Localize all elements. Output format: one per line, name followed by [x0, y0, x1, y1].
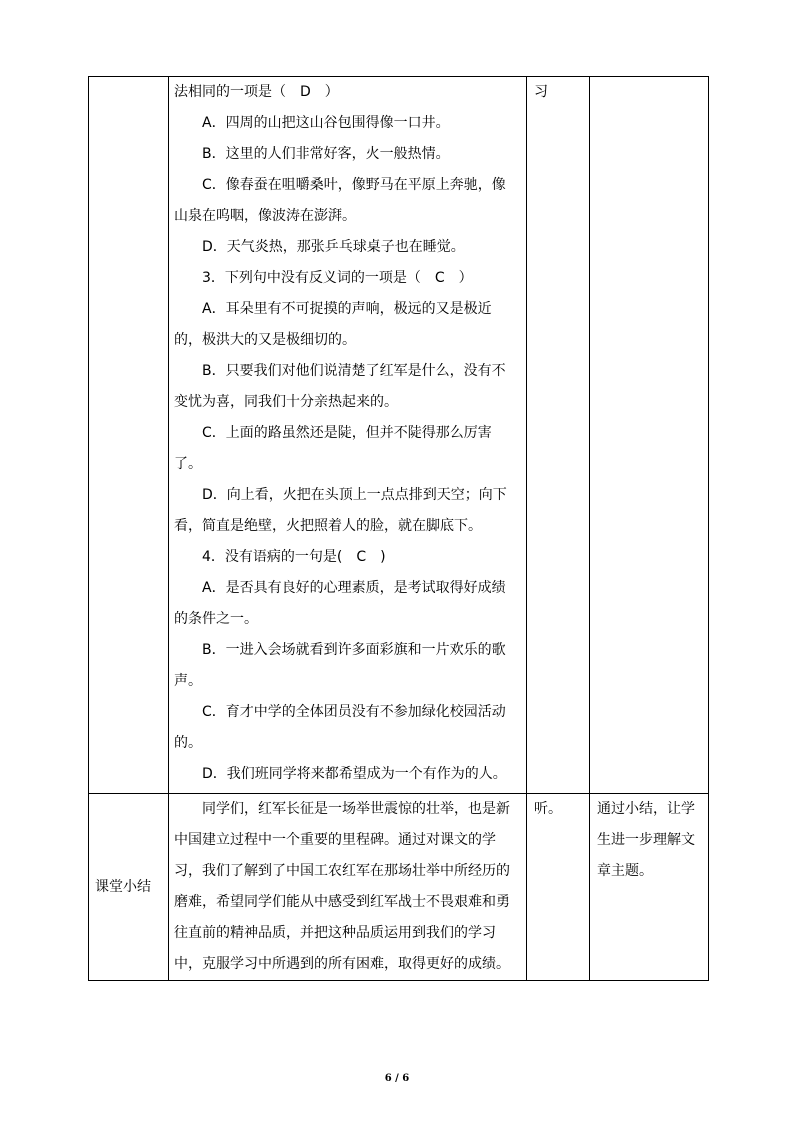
- table-row: [89, 77, 709, 794]
- text-line: 的，极洪大的又是极细切的。: [174, 332, 356, 348]
- option-line: D．天气炎热，那张乒乓球桌子也在睡觉。: [202, 239, 465, 255]
- student-activity-text: 习: [534, 84, 548, 100]
- text-line: 磨难，希望同学们能从中感受到红军战士不畏艰难和勇: [174, 894, 510, 910]
- text-line: 往直前的精神品质，并把这种品质运用到我们的学习: [174, 925, 496, 941]
- text-line: 声。: [174, 673, 202, 689]
- table-row: [89, 794, 709, 981]
- option-line: B．只要我们对他们说清楚了红军是什么，没有不: [202, 363, 506, 379]
- design-intent-line: 通过小结，让学: [597, 801, 695, 817]
- text-line: 中国建立过程中一个重要的里程碑。通过对课文的学: [174, 832, 496, 848]
- option-line: A．是否具有良好的心理素质，是考试取得好成绩: [202, 580, 506, 596]
- text-line: 习，我们了解到了中国工农红军在那场壮举中所经历的: [174, 863, 510, 879]
- lesson-table: [88, 76, 709, 981]
- section-cell: [89, 77, 169, 794]
- question-line: 4．没有语病的一句是( C ): [202, 549, 386, 565]
- text-line: 看，简直是绝壁，火把照着人的脸，就在脚底下。: [174, 518, 482, 534]
- option-line: C．上面的路虽然还是陡，但并不陡得那么厉害: [202, 425, 492, 441]
- text-line: 法相同的一项是（ D ）: [174, 84, 339, 100]
- option-line: C．像春蚕在咀嚼桑叶，像野马在平原上奔驰，像: [202, 177, 506, 193]
- text-line: 同学们，红军长征是一场举世震惊的壮举，也是新: [202, 801, 510, 817]
- page-number: 6 / 6: [384, 1073, 410, 1084]
- text-line: 变忧为喜，同我们十分亲热起来的。: [174, 394, 398, 410]
- student-activity-cell: [527, 794, 590, 981]
- option-line: D．向上看，火把在头顶上一点点排到天空；向下: [202, 487, 507, 503]
- section-cell: [89, 794, 169, 981]
- student-activity-cell: [527, 77, 590, 794]
- design-intent-line: 生进一步理解文: [597, 832, 695, 848]
- text-line: 的条件之一。: [174, 611, 258, 627]
- option-line: A．四周的山把这山谷包围得像一口井。: [202, 115, 450, 131]
- option-line: A．耳朵里有不可捉摸的声响，极远的又是极近: [202, 301, 492, 317]
- content-cell: [169, 794, 527, 981]
- text-line: 的。: [174, 735, 202, 751]
- option-line: B．这里的人们非常好客，火一般热情。: [202, 146, 450, 162]
- question-line: 3．下列句中没有反义词的一项是（ C ）: [202, 270, 473, 286]
- design-intent-line: 章主题。: [597, 863, 653, 879]
- text-line: 山泉在呜咽，像波涛在澎湃。: [174, 208, 356, 224]
- option-line: B．一进入会场就看到许多面彩旗和一片欢乐的歌: [202, 642, 506, 658]
- text-line: 中，克服学习中所遇到的所有困难，取得更好的成绩。: [174, 956, 510, 972]
- design-intent-cell: [590, 794, 709, 981]
- text-line: 了。: [174, 456, 202, 472]
- content-cell: [169, 77, 527, 794]
- student-activity-text: 听。: [534, 801, 562, 817]
- option-line: C．育才中学的全体团员没有不参加绿化校园活动: [202, 704, 506, 720]
- option-line: D．我们班同学将来都希望成为一个有作为的人。: [202, 766, 507, 782]
- design-intent-cell: [590, 77, 709, 794]
- section-label: 课堂小结: [95, 878, 151, 895]
